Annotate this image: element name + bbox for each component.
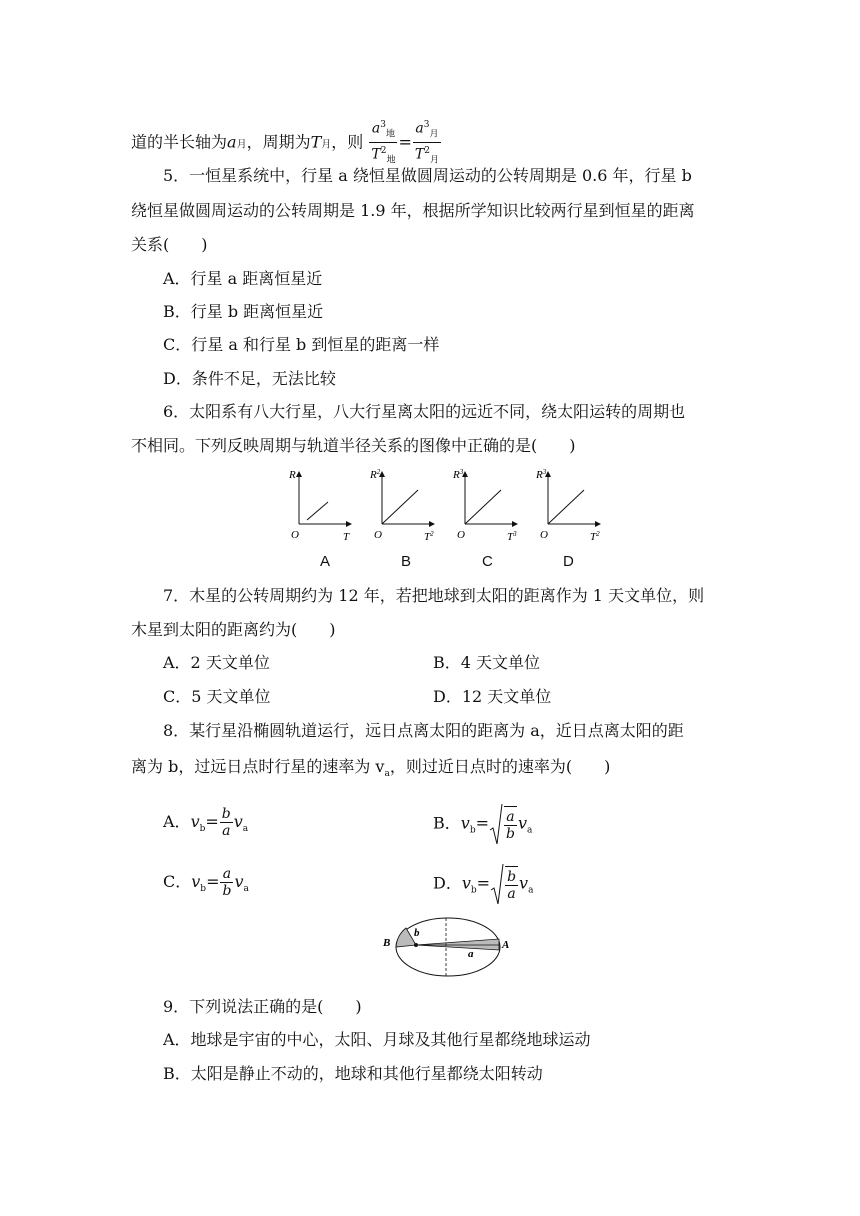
svg-text:T2: $T^2$ — [424, 530, 434, 543]
graph-d — [535, 468, 600, 543]
graph-c — [452, 468, 517, 543]
graph-a-y-label: R — [289, 469, 296, 481]
intro-line: 道的半长轴为a月，周期为T月，则 $\frac{a^3_地}{T^2_地}$ = $\frac{a^3_月}{T^2_月}$ — [131, 117, 442, 169]
q5-option-d: D．条件不足，无法比较 — [163, 369, 336, 388]
q5-line2: 绕恒星做圆周运动的公转周期是 1.9 年，根据所学知识比较两行星到恒星的距离 — [131, 201, 695, 220]
q8-line1: 8．某行星沿椭圆轨道运行，远日点离太阳的距离为 a，近日点离太阳的距 — [163, 721, 684, 740]
kepler-fraction-right: $\frac{a^3_月}{T^2_月}$ — [413, 117, 441, 169]
q9-option-b: B．太阳是静止不动的，地球和其他行星都绕太阳转动 — [163, 1064, 543, 1083]
orbit-label-A: A — [502, 939, 510, 951]
q7-line1: 7．木星的公转周期约为 12 年，若把地球到太阳的距离作为 1 天文单位，则 — [163, 586, 705, 605]
q6-line1: 6．太阳系有八大行星，八大行星离太阳的远近不同，绕太阳运转的周期也 — [163, 402, 686, 421]
q6-graphs — [285, 466, 615, 546]
svg-text:R3: $R^3$ — [453, 468, 464, 481]
graph-label-c: C — [482, 553, 493, 570]
q8-option-a: A．$v_b=$ $\frac{b}{a}$ $v_a$ — [163, 806, 249, 839]
graph-b — [369, 468, 434, 543]
orbit-label-B: B — [383, 937, 391, 949]
q5-option-a: A．行星 a 距离恒星近 — [163, 269, 323, 288]
q7-option-c: C．5 天文单位 — [163, 687, 271, 706]
q9-line1: 9．下列说法正确的是( ) — [163, 997, 362, 1016]
q7-option-d: D．12 天文单位 — [433, 687, 552, 706]
svg-text:R3: $R^3$ — [536, 468, 547, 481]
orbit-label-b: b — [414, 927, 420, 939]
q5-option-c: C．行星 a 和行星 b 到恒星的距离一样 — [163, 335, 440, 354]
svg-text:R2: $R^2$ — [370, 468, 381, 481]
q5-line3: 关系( ) — [131, 235, 208, 254]
graph-label-a: A — [320, 553, 331, 570]
svg-text:O: O — [374, 529, 382, 541]
svg-text:O: O — [540, 529, 548, 541]
graph-a-origin: O — [291, 529, 299, 541]
q7-option-b: B．4 天文单位 — [433, 653, 541, 672]
q5-option-b: B．行星 b 距离恒星近 — [163, 302, 324, 321]
graph-a — [288, 469, 351, 543]
graph-label-d: D — [563, 553, 574, 570]
q8-line2: 离为 b，过远日点时行星的速率为 $v_a$，则过近日点时的速率为( ) — [131, 757, 611, 780]
graph-a-x-label: T — [343, 531, 350, 543]
q7-option-a: A．2 天文单位 — [163, 653, 270, 672]
q8-orbit-figure — [380, 912, 516, 984]
svg-text:O: O — [457, 529, 465, 541]
graph-label-b: B — [401, 553, 412, 570]
q5-line1: 5．一恒星系统中，行星 a 绕恒星做圆周运动的公转周期是 0.6 年，行星 b — [163, 166, 692, 185]
svg-text:T3: $T^3$ — [507, 530, 517, 543]
svg-text:T2: $T^2$ — [590, 530, 600, 543]
q8-option-d: D．$v_b=$ $\frac{b}{a}$ $v_a$ — [433, 866, 533, 902]
q9-option-a: A．地球是宇宙的中心，太阳、月球及其他行星都绕地球运动 — [163, 1030, 591, 1049]
q8-option-b: B．$v_b=$ $\frac{a}{b}$ $v_a$ — [433, 806, 532, 842]
q6-line2: 不相同。下列反映周期与轨道半径关系的图像中正确的是( ) — [131, 436, 576, 455]
q7-line2: 木星到太阳的距离约为( ) — [131, 620, 336, 639]
orbit-label-a: a — [468, 948, 474, 960]
q8-option-c: C．$v_b=$ $\frac{a}{b}$ $v_a$ — [163, 866, 249, 899]
kepler-fraction-left: $\frac{a^3_地}{T^2_地}$ — [369, 117, 397, 169]
